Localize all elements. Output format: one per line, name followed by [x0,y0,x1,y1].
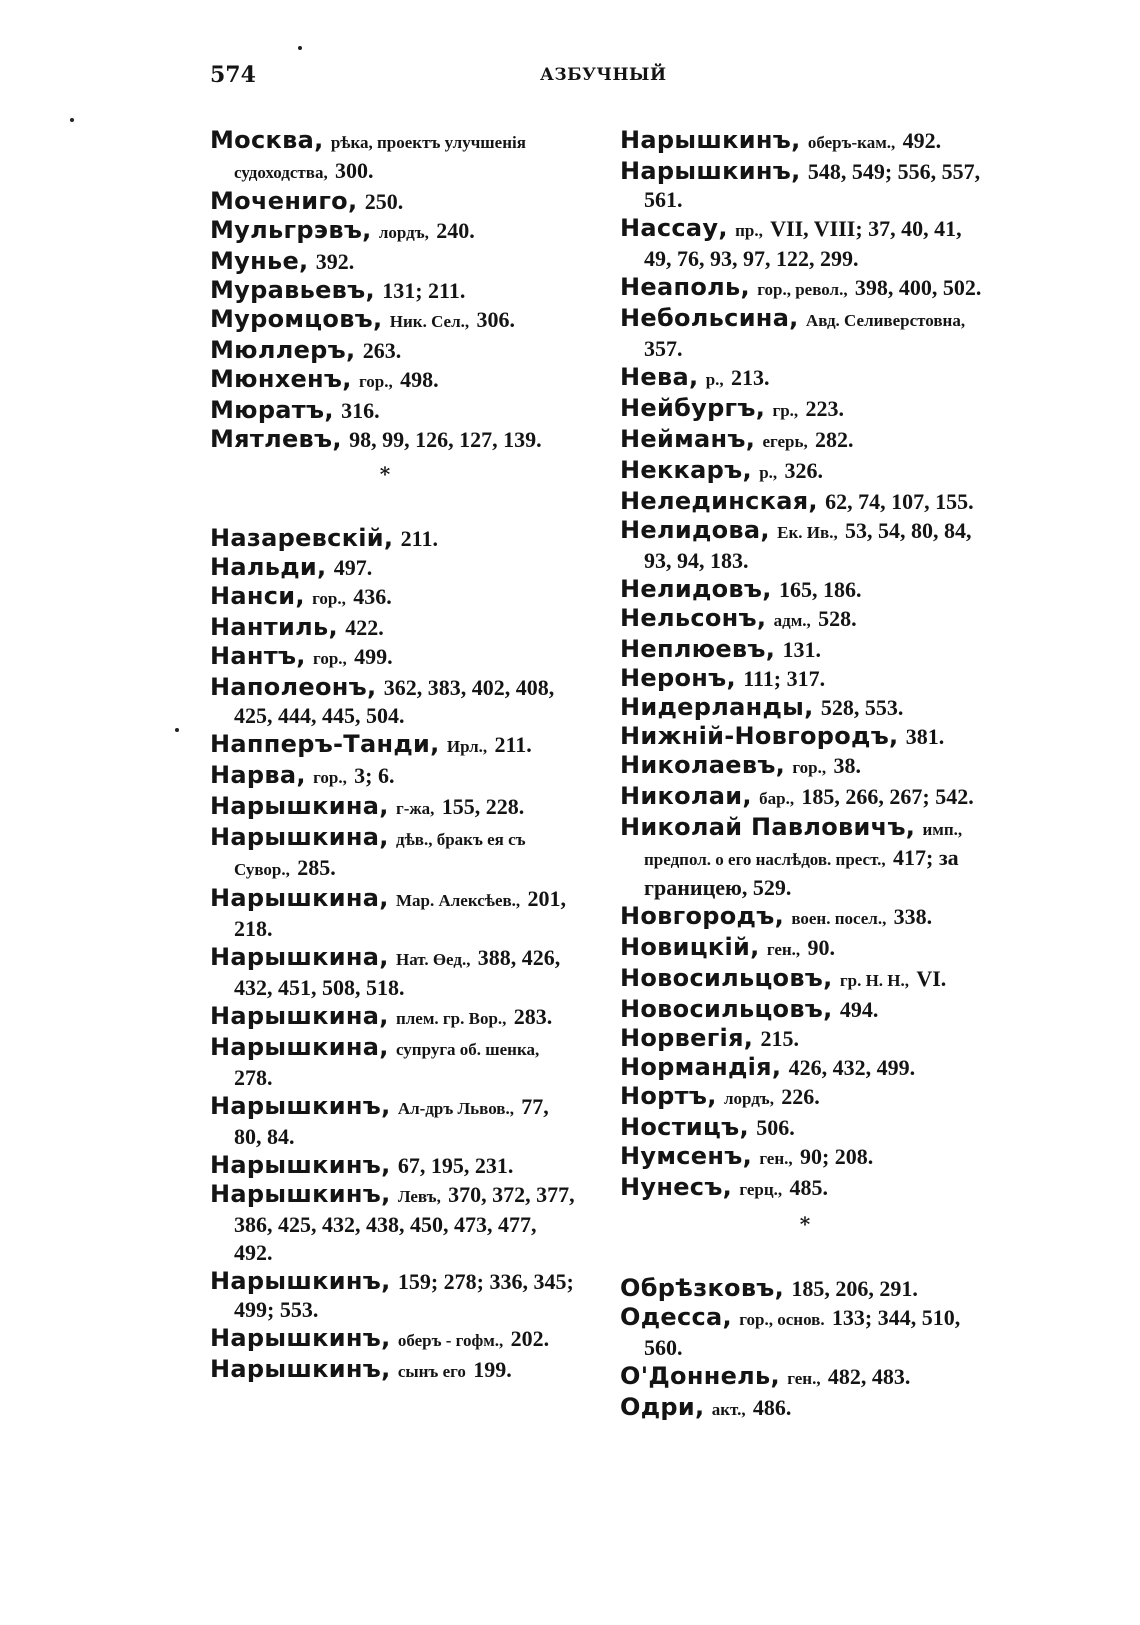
entry-pages: 506. [756,1115,795,1140]
index-entry [210,126,575,187]
entry-note: ген., [759,1149,793,1168]
index-entry [620,394,990,425]
entry-headword: Неаполь, [620,273,750,301]
entry-headword: Нельсонъ, [620,604,767,632]
entry-headword: Нарышкина, [210,1002,389,1030]
index-entry [210,613,575,642]
index-entry [620,1113,990,1142]
entry-pages: 494. [839,997,879,1022]
entry-pages: 211. [400,526,438,551]
index-entry [210,1180,575,1267]
entry-note: гор., основ. [739,1310,825,1329]
entry-note: бар., [759,789,795,808]
entry-pages: 381. [905,724,945,749]
entry-pages: 528, 553. [820,695,904,720]
entry-note: лордъ, [378,223,429,242]
entry-headword: Новицкій, [620,933,760,961]
entry-pages: 300. [335,158,374,183]
index-entry [210,1092,575,1151]
entry-pages: 226. [781,1084,820,1109]
entry-pages: 98, 99, 126, 127, 139. [349,427,542,452]
entry-pages: 498. [400,367,439,392]
entry-headword: Нормандія, [620,1053,782,1081]
index-entry [210,1002,575,1033]
entry-headword: Норвегія, [620,1024,754,1052]
entry-headword: Мюратъ, [210,396,334,424]
entry-pages: VII, VIII; 37, 40, 41, 49, 76, 93, 97, 122, 299. [644,216,962,271]
entry-pages: 398, 400, 502. [854,275,982,300]
entry-pages: 199. [473,1357,512,1382]
entry-pages: 201, 218. [234,886,566,941]
entry-pages: 486. [752,1395,792,1420]
index-entry [210,1033,575,1092]
entry-pages: 370, 372, 377, 386, 425, 432, 438, 450, 473, 477, 492. [234,1182,575,1265]
index-entry [620,1303,990,1362]
entry-note: г-жа, [395,799,435,818]
entry-headword: Мюнхенъ, [210,365,352,393]
entry-note: имп., предпол. о его наслѣдов. прест., [644,820,963,869]
index-entry [210,1267,575,1324]
index-entry [210,884,575,943]
entry-headword: Москва, [210,126,324,154]
entry-pages: 492. [902,128,942,153]
index-entry [210,216,575,247]
entry-pages: 90; 208. [799,1144,874,1169]
entry-pages: 362, 383, 402, 408, 425, 444, 445, 504. [234,675,555,728]
page-header [210,62,980,92]
index-entry [620,751,990,782]
entry-pages: 131. [782,637,821,662]
entry-pages: 392. [315,249,355,274]
scan-speck [70,118,74,122]
index-entry [210,305,575,336]
entry-pages: 155, 228. [441,794,525,819]
index-entry [210,524,575,553]
entry-pages: 485. [789,1175,828,1200]
entry-headword: Нева, [620,363,699,391]
entry-headword: Нарышкинъ, [210,1151,391,1179]
index-entry [620,693,990,722]
index-entry [620,1274,990,1303]
entry-headword: Мятлевъ, [210,425,342,453]
entry-pages: 185, 206, 291. [791,1276,918,1301]
index-entry [620,487,990,516]
index-entry [210,642,575,673]
entry-headword: Неплюевъ, [620,635,776,663]
entry-headword: Нарышкина, [210,884,389,912]
index-entry [620,1142,990,1173]
entry-headword: Нарышкина, [210,823,389,851]
index-entry [210,673,575,730]
entry-headword: Новгородъ, [620,902,784,930]
index-entry [620,363,990,394]
entry-pages: 338. [893,904,933,929]
entry-headword: Нантиль, [210,613,338,641]
entry-headword: Обрѣзковъ, [620,1274,785,1302]
entry-note: ген., [787,1369,821,1388]
entry-pages: 185, 266, 267; 542. [801,784,974,809]
entry-pages: 165, 186. [778,577,862,602]
entry-headword: Нортъ, [620,1082,717,1110]
entry-pages: 240. [436,218,475,243]
entry-note: оберъ - гофм., [397,1331,504,1350]
entry-note: воен. посел., [791,909,887,928]
entry-headword: Мульгрэвъ, [210,216,372,244]
entry-note: дѣв., бракъ ея съ Сувор., [234,830,526,879]
entry-pages: 357. [644,336,683,361]
index-entry [210,730,575,761]
index-entry [210,582,575,613]
index-entry [620,304,990,363]
entry-note: Ник. Сел., [389,312,470,331]
entry-headword: Нарышкина, [210,1033,389,1061]
entry-note: гор., [312,589,346,608]
index-entry [620,1082,990,1113]
index-entry [210,425,575,454]
entry-pages: 422. [345,615,384,640]
entry-headword: Ностицъ, [620,1113,749,1141]
entry-note: лордъ, [723,1089,774,1108]
index-entry [620,1173,990,1204]
page-number: 574 [210,62,256,88]
entry-pages: 417; за границею, 529. [644,845,959,900]
entry-headword: Нарышкинъ, [210,1180,391,1208]
entry-note: гор., [792,758,827,777]
index-entry [620,157,990,214]
index-entry [620,722,990,751]
index-entry [620,1393,990,1424]
index-entry [210,276,575,305]
entry-headword: Небольсина, [620,304,799,332]
entry-pages: 285. [297,855,336,880]
index-entry [210,792,575,823]
entry-headword: Нанси, [210,582,305,610]
entry-headword: Напперъ-Танди, [210,730,440,758]
index-entry [620,456,990,487]
entry-pages: 426, 432, 499. [788,1055,916,1080]
index-entry [210,943,575,1002]
entry-headword: Неронъ, [620,664,736,692]
index-entry [210,187,575,216]
entry-headword: Нелидовъ, [620,575,772,603]
entry-headword: Нарышкинъ, [620,157,801,185]
index-entry [210,1151,575,1180]
entry-headword: Одри, [620,1393,705,1421]
index-entry [620,664,990,693]
entry-headword: Мунье, [210,247,309,275]
index-entry [210,1324,575,1355]
entry-pages: 436. [353,584,392,609]
index-entry [620,604,990,635]
entry-headword: Нарышкинъ, [620,126,801,154]
entry-note: егерь, [762,432,808,451]
entry-headword: Нидерланды, [620,693,814,721]
entry-note: р., [705,370,724,389]
entry-pages: 53, 54, 80, 84, 93, 94, 183. [644,518,972,573]
index-column-right [620,126,990,1424]
entry-pages: 215. [760,1026,800,1051]
index-entry [620,782,990,813]
entry-pages: 326. [784,458,823,483]
entry-pages: 250. [364,189,404,214]
entry-pages: 278. [234,1065,273,1090]
entry-pages: 528. [818,606,857,631]
entry-headword: Нарышкинъ, [210,1324,391,1352]
index-entry [620,902,990,933]
index-entry [620,214,990,273]
entry-headword: Наполеонъ, [210,673,377,701]
entry-note: супруга об. шенка, [395,1040,540,1059]
entry-headword: Нижній-Новгородъ, [620,722,899,750]
entry-pages: 388, 426, 432, 451, 508, 518. [234,945,561,1000]
entry-note: Левъ, [397,1187,441,1206]
index-entry [620,1362,990,1393]
index-column-left [210,126,575,1386]
index-entry [210,365,575,396]
entry-pages: 211. [494,732,532,757]
scan-speck [298,46,302,50]
entry-pages: 223. [805,396,844,421]
entry-headword: Нарва, [210,761,306,789]
index-entry [620,126,990,157]
entry-note: адм., [773,611,811,630]
entry-headword: Одесса, [620,1303,732,1331]
section-separator: * [379,462,391,486]
index-entry [620,813,990,902]
entry-pages: 77, 80, 84. [234,1094,549,1149]
entry-headword: О'Доннель, [620,1362,780,1390]
entry-headword: Николаевъ, [620,751,786,779]
entry-pages: 111; 317. [743,666,826,691]
entry-headword: Назаревскій, [210,524,394,552]
entry-headword: Нарышкинъ, [210,1267,391,1295]
entry-pages: 482, 483. [827,1364,911,1389]
index-entry [620,516,990,575]
entry-headword: Новосильцовъ, [620,995,833,1023]
entry-pages: 306. [476,307,515,332]
index-entry [210,553,575,582]
entry-headword: Нумсенъ, [620,1142,752,1170]
index-entry [620,575,990,604]
entry-headword: Нейманъ, [620,425,756,453]
entry-note: гр., [772,401,799,420]
entry-note: гор., [313,649,347,668]
entry-note: герц., [739,1180,783,1199]
entry-note: плем. гр. Вор., [395,1009,507,1028]
entry-headword: Мюллеръ, [210,336,356,364]
entry-pages: 316. [341,398,380,423]
index-entry [210,247,575,276]
entry-pages: 283. [513,1004,553,1029]
entry-note: гор., [313,768,347,787]
entry-pages: 3; 6. [354,763,395,788]
entry-note: Ал-дръ Львов., [397,1099,514,1118]
entry-note: гор., револ., [757,280,848,299]
running-head: АЗБУЧНЫЙ [540,65,667,85]
entry-headword: Мочениго, [210,187,358,215]
entry-headword: Николаи, [620,782,752,810]
entry-headword: Нассау, [620,214,728,242]
index-entry [620,425,990,456]
entry-pages: 202. [510,1326,550,1351]
index-entry [210,823,575,884]
entry-pages: 131; 211. [382,278,466,303]
entry-note: р., [759,463,778,482]
entry-headword: Новосильцовъ, [620,964,833,992]
index-entry [620,1053,990,1082]
index-entry [210,336,575,365]
index-entry [620,995,990,1024]
entry-pages: VI. [916,966,947,991]
entry-headword: Нунесъ, [620,1173,733,1201]
entry-note: акт., [711,1400,746,1419]
section-separator: * [799,1212,811,1236]
index-entry [620,933,990,964]
index-entry [210,761,575,792]
entry-note: ген., [766,940,801,959]
entry-pages: 38. [833,753,861,778]
entry-headword: Неккаръ, [620,456,752,484]
entry-pages: 282. [815,427,854,452]
index-entry [620,635,990,664]
entry-headword: Нарышкинъ, [210,1092,391,1120]
entry-headword: Нейбургъ, [620,394,766,422]
entry-pages: 497. [333,555,373,580]
entry-pages: 548, 549; 556, 557, 561. [644,159,981,212]
entry-note: гр. Н. Н., [839,971,910,990]
index-entry [210,1355,575,1386]
entry-note: гор., [359,372,393,391]
entry-note: Ек. Ив., [777,523,838,542]
entry-note: Нат. Өед., [395,950,471,969]
entry-pages: 499. [354,644,393,669]
index-entry [210,396,575,425]
entry-pages: 90. [807,935,835,960]
entry-headword: Николай Павловичъ, [620,813,916,841]
entry-headword: Муромцовъ, [210,305,383,333]
entry-note: рѣка, проектъ улучшенія судоходства, [234,133,526,182]
entry-pages: 133; 344, 510, 560. [644,1305,961,1360]
index-entry [620,964,990,995]
entry-pages: 213. [730,365,770,390]
entry-note: Мар. Алексѣев., [395,891,521,910]
index-entry [620,273,990,304]
entry-headword: Нарышкинъ, [210,1355,391,1383]
entry-headword: Нальди, [210,553,327,581]
entry-note: пр., [735,221,763,240]
entry-headword: Нарышкина, [210,792,389,820]
index-entry [620,1024,990,1053]
entry-pages: 67, 195, 231. [397,1153,514,1178]
scan-speck [175,728,179,732]
entry-pages: 159; 278; 336, 345; 499; 553. [234,1269,574,1322]
entry-pages: 62, 74, 107, 155. [825,489,974,514]
entry-note: сынъ его [397,1362,466,1381]
entry-headword: Нелединская, [620,487,818,515]
entry-headword: Нарышкина, [210,943,389,971]
entry-headword: Нелидова, [620,516,770,544]
entry-note: оберъ-кам., [807,133,896,152]
entry-pages: 263. [362,338,402,363]
entry-headword: Нантъ, [210,642,306,670]
entry-note: Авд. Селиверстовна, [805,311,966,330]
entry-note: Ирл., [446,737,488,756]
entry-headword: Муравьевъ, [210,276,375,304]
